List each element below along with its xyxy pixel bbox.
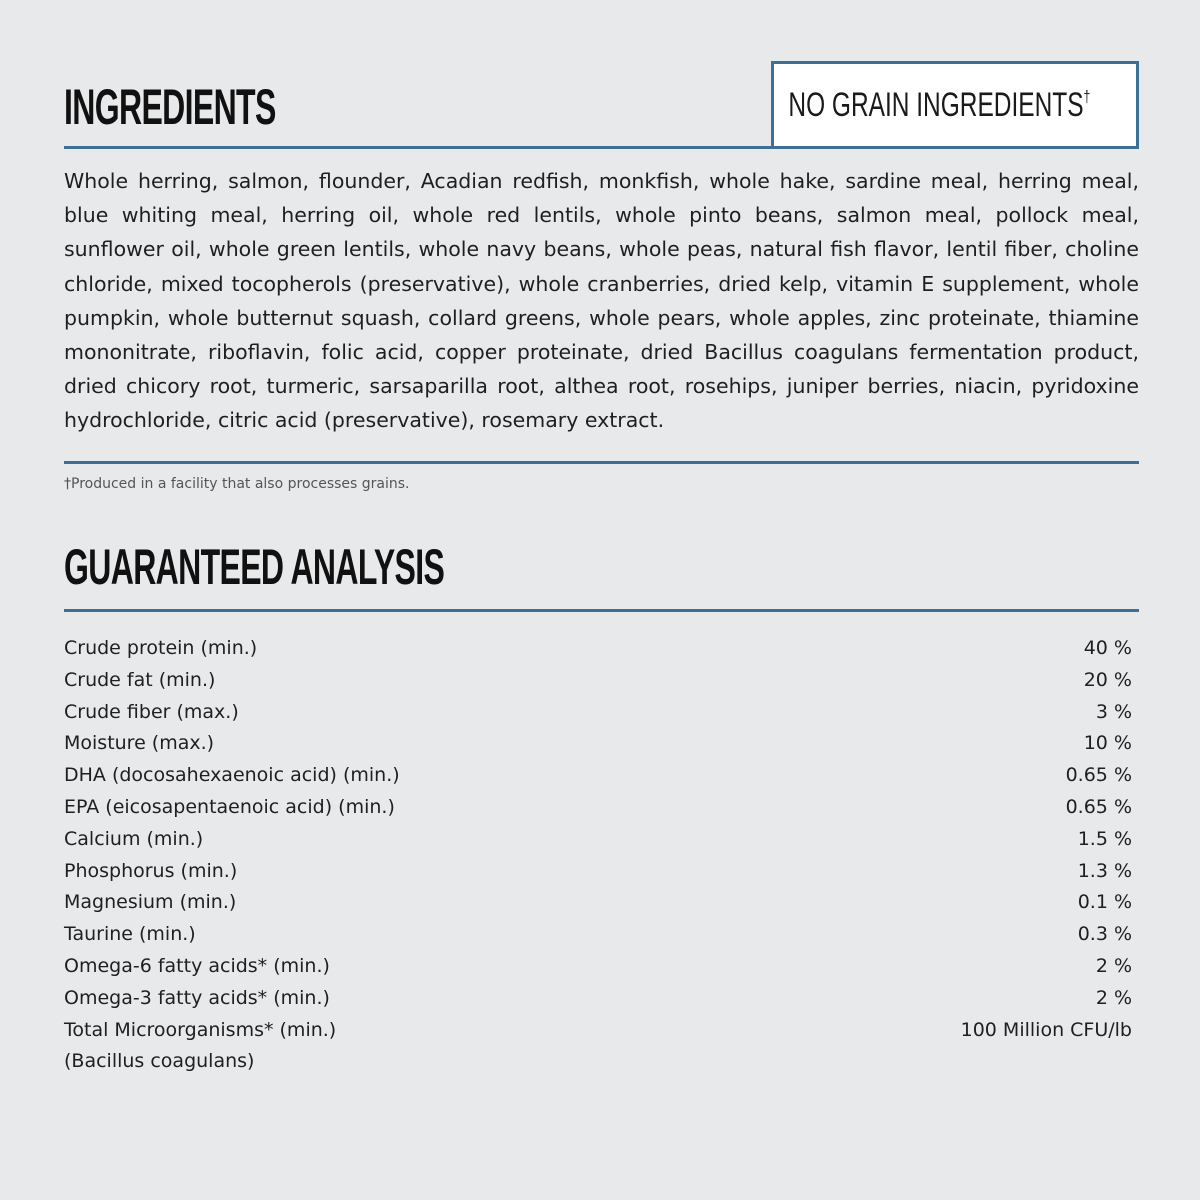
analysis-row-label [64, 919, 196, 951]
analysis-row [64, 983, 1132, 1015]
no-grain-badge [771, 61, 1139, 149]
analysis-row-value: 2 % [1095, 986, 1132, 1009]
analysis-nutrient-name: Phosphorus (min.) [64, 859, 238, 882]
analysis-row [64, 856, 1132, 888]
analysis-nutrient-name: Moisture (max.) [64, 732, 215, 755]
guaranteed-analysis-table [64, 633, 1132, 1078]
analysis-row-label [64, 856, 237, 888]
analysis-row-label [64, 824, 203, 856]
analysis-row-value: 20 % [1083, 668, 1132, 691]
no-grain-badge-text [774, 86, 1090, 125]
analysis-row-label [64, 951, 330, 983]
analysis-row-value: 40 % [1083, 637, 1132, 659]
analysis-nutrient-name: Crude fiber (max.) [64, 700, 239, 723]
analysis-row-label [64, 887, 236, 919]
analysis-row [64, 951, 1132, 983]
ingredients-list: Whole herring, salmon, flounder, Acadian redfish, monkfish, whole hake, sardine meal, herring meal, blue whiting meal, herring oil, whole red lentils, whole pinto beans, salmon meal, pollock meal, sunflower oil, whole green lentils, whole navy beans, whole peas, natural fish flavor, lentil fiber, choline chloride, mixed tocopherols (preservative), whole cranberries, dried kelp, vitamin E supplement, whole pumpkin, whole butternut squash, collard greens, whole pears, whole apples, zinc proteinate, thiamine mononitrate, riboflavin, folic acid, copper proteinate, dried Bacillus coagulans fermentation product, dried chicory root, turmeric, sarsaparilla root, althea root, rosehips, juniper berries, niacin, pyridoxine hydrochloride, citric acid (preservative), rosemary extract. [64, 169, 1139, 433]
analysis-row-label [64, 728, 214, 760]
analysis-row [64, 697, 1132, 729]
analysis-row-label [64, 792, 395, 824]
analysis-row-value: 0.65 % [1065, 795, 1132, 818]
analysis-row [64, 919, 1132, 951]
nutrition-panel [64, 0, 1139, 1200]
badge-dagger-mark: † [1083, 86, 1091, 106]
analysis-nutrient-name: Omega-3 fatty acids* (min.) [64, 986, 330, 1009]
badge-label: NO GRAIN INGREDIENTS [788, 85, 1084, 124]
analysis-row-label [64, 633, 257, 665]
analysis-row [64, 887, 1132, 919]
analysis-row-label [64, 1015, 336, 1079]
analysis-nutrient-name: Omega-6 fatty acids* (min.) [64, 954, 330, 977]
analysis-row-value: 0.65 % [1065, 764, 1132, 787]
analysis-row [64, 760, 1132, 792]
analysis-nutrient-name: Taurine (min.) [64, 923, 196, 946]
analysis-row-value: 0.1 % [1077, 891, 1132, 914]
analysis-row-value: 0.3 % [1077, 923, 1132, 946]
grain-facility-footnote: †Produced in a facility that also processes grains. [64, 476, 410, 492]
analysis-row-value: 10 % [1083, 732, 1132, 755]
analysis-row [64, 728, 1132, 760]
analysis-row-label [64, 697, 239, 729]
analysis-nutrient-name: Total Microorganisms* (min.) [64, 1018, 337, 1041]
analysis-nutrient-name: DHA (docosahexaenoic acid) (min.) [64, 764, 400, 787]
analysis-row [64, 824, 1132, 856]
analysis-nutrient-name: Calcium (min.) [64, 827, 204, 850]
analysis-nutrient-sublabel: (Bacillus coagulans) [64, 1050, 255, 1073]
analysis-row [64, 665, 1132, 697]
analysis-row-label [64, 983, 330, 1015]
analysis-nutrient-name: EPA (eicosapentaenoic acid) (min.) [64, 795, 395, 818]
analysis-nutrient-name: Crude fat (min.) [64, 668, 216, 691]
analysis-row-value: 1.3 % [1077, 859, 1132, 882]
analysis-row-label [64, 665, 215, 697]
analysis-nutrient-name: Magnesium (min.) [64, 891, 237, 914]
analysis-row-label [64, 760, 400, 792]
analysis-row-value: 2 % [1095, 954, 1132, 977]
analysis-nutrient-name: Crude protein (min.) [64, 637, 258, 659]
guaranteed-analysis-heading: GUARANTEED ANALYSIS [64, 539, 445, 595]
analysis-divider [64, 609, 1139, 612]
analysis-row-value: 3 % [1095, 700, 1132, 723]
analysis-row [64, 633, 1132, 665]
analysis-row [64, 792, 1132, 824]
section-divider [64, 461, 1139, 464]
ingredients-divider [64, 146, 772, 149]
analysis-row [64, 1015, 1132, 1079]
analysis-row-value: 1.5 % [1077, 827, 1132, 850]
analysis-row-value: 100 Million CFU/lb [960, 1018, 1132, 1041]
ingredients-heading: INGREDIENTS [64, 79, 276, 135]
